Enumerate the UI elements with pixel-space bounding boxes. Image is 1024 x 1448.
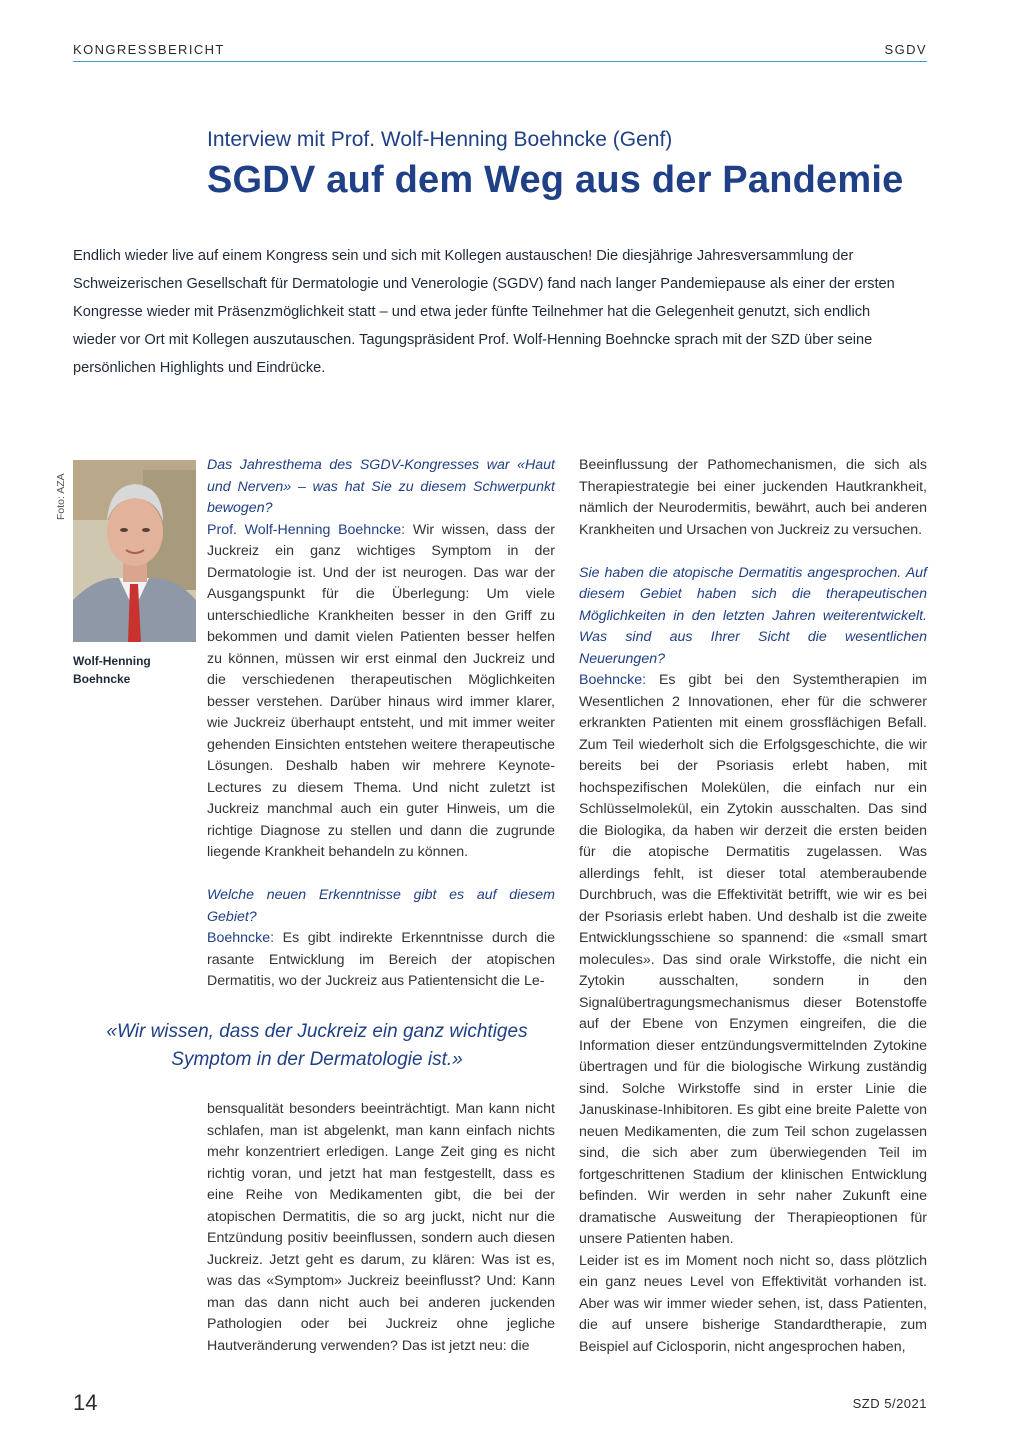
- answer-text: bensqualität besonders beeinträchtigt. Man kann nicht schlafen, man ist abgelenkt, man kann einfach nichts mehr konzentriert erledigen. Lange Zeit ging es nicht richtig voran, und jetzt hat man festgestellt, dass es eine Reihe von Medikamenten gibt, die bei der atopischen Dermatitis, die so arg juckt, nicht nur die Entzündung positiv beeinflussen, sondern auch diesen Juckreiz. Jetzt geht es darum, zu klären: Was ist es, was das «Symptom» Juckreiz beeinflusst? Und: Kann man das dann nicht auch bei anderen juckenden Pathologien oder bei Juckreiz ohne jegliche Hautveränderung verwenden? Das ist jetzt neu: die: [207, 1101, 555, 1354]
- interview-question: Das Jahresthema des SGDV-Kongresses war «Haut und Nerven» – was hat Sie zu diesem Schwerpunkt bewogen?: [207, 457, 555, 516]
- society-label: SGDV: [884, 42, 927, 57]
- running-header: [73, 40, 927, 62]
- photo-credit: Foto: AZA: [55, 473, 67, 520]
- photo-caption: Wolf-Henning Boehncke: [73, 654, 151, 686]
- article-column-middle-bottom: [207, 1099, 555, 1357]
- article-subtitle: Interview mit Prof. Wolf-Henning Boehncke (Genf): [207, 128, 673, 151]
- pull-quote: «Wir wissen, dass der Juckreiz ein ganz wichtiges Symptom in der Dermatologie ist.»: [106, 1021, 528, 1070]
- answer-text: Es gibt indirekte Erkenntnisse durch die rasante Entwicklung im Bereich der atopischen Dermatitis, wo der Juckreiz aus Patientensicht die Le-: [207, 930, 555, 989]
- speaker-label: Prof. Wolf-Henning Boehncke:: [207, 521, 406, 538]
- interview-answer: [207, 520, 555, 864]
- article-title: SGDV auf dem Weg aus der Pandemie: [207, 159, 904, 201]
- section-label: KONGRESSBERICHT: [73, 42, 225, 57]
- page-number: 14: [73, 1390, 98, 1415]
- speaker-label: Boehncke:: [207, 930, 275, 946]
- answer-text: Es gibt bei den Systemtherapien im Wesentlichen 2 Innovationen, eher für die schwerer erkrankten Patienten mit einem grossflächigen Befall. Zum Teil wiederholt sich die Erfolgsgeschichte, die wir bereits bei der Psoriasis erlebt haben, mit hochspezifischen Molekülen, die einfach nur ein Schlüsselmolekül, ein Zytokin ausschalten. Das sind die Biologika, da haben wir derzeit die ersten beiden für die atopische Dermatitis zugelassen. Was allerdings fehlt, ist dieser total atemberaubende Durchbruch, was die Effektivität betrifft, wie wir es bei der Psoriasis erlebt haben. Und deshalb ist die zweite Entwicklungsschiene so spannend: die «small smart molecules». Das sind orale Wirkstoffe, die nicht ein Zytokin ausschalten, sondern in den Signalübertragungsmechanismus dieser Botenstoffe auf der Ebene von Enzymen eingreifen, die die Information dieser entzündungsvermittelnden Zytokine übertragen und für die biologische Wirkung zuständig sind. Solche Wirkstoffe sind in erster Linie die Januskinase-Inhibitoren. Es gibt eine breite Palette von neuen Medikamenten, die zum Teil schon zugelassen sind, die sich aber zum überwiegenden Teil im fortgeschrittenen Stadium der klinischen Entwicklung befinden. Wir werden in sehr naher Zukunft eine dramatische Ausweitung der Therapieoptionen für unsere Patienten haben.: [579, 672, 927, 1247]
- speaker-label: Boehncke:: [579, 672, 647, 688]
- article-column-middle-top: [207, 455, 555, 993]
- answer-text: Leider ist es im Moment noch nicht so, dass plötzlich ein ganz neues Level von Effektivität vorhanden ist. Aber was wir immer wieder sehen, ist, dass Patienten, die auf unsere bisherige Standardtherapie, zum Beispiel auf Ciclosporin, nicht angesprochen haben,: [579, 1252, 927, 1355]
- interview-question: Welche neuen Erkenntnisse gibt es auf diesem Gebiet?: [207, 887, 555, 925]
- interview-answer: [579, 670, 927, 1251]
- answer-text: Wir wissen, dass der Juckreiz ein ganz wichtiges Symptom in der Dermatologie ist. Und der ist neurogen. Das war der Ausgangspunkt für die Überlegung: Um viele unterschiedliche Krankheiten besser in den Griff zu bekommen und damit vielen Patienten besser helfen zu können, müssen wir erst einmal den Juckreiz und die verschiedenen therapeutischen Möglichkeiten besser verstehen. Darüber hinaus wird immer klarer, wie Juckreiz überhaupt entsteht, und mit immer weiter gehenden Einsichten entstehen weitere therapeutische Lösungen. Deshalb haben wir mehrere Keynote-Lectures zu diesem Thema. Und nicht zuletzt ist Juckreiz manchmal auch ein guter Hinweis, um die richtige Diagnose zu stellen und dann die zugrunde liegende Krankheit behandeln zu können.: [207, 521, 555, 860]
- portrait-illustration: [73, 460, 196, 642]
- article-column-right: [579, 455, 927, 1358]
- interview-question: Sie haben die atopische Dermatitis angesprochen. Auf diesem Gebiet haben sich die therapeutischen Möglichkeiten in den letzten Jahren weiterentwickelt. Was sind aus Ihrer Sicht die wesentlichen Neuerungen?: [579, 564, 927, 667]
- portrait-photo: [73, 460, 196, 642]
- issue-label: SZD 5/2021: [852, 1396, 927, 1411]
- article-lead: Endlich wieder live auf einem Kongress sein und sich mit Kollegen austauschen! Die diesjährige Jahresversammlung der Schweizerischen Gesellschaft für Dermatologie und Venerologie (SGDV) fand nach langer Pandemiepause als einer der ersten Kongresse wieder mit Präsenzmöglichkeit statt – und etwa jeder fünfte Teilnehmer hat die Gelegenheit genutzt, sich endlich wieder vor Ort mit Kollegen auszutauschen. Tagungspräsident Prof. Wolf-Henning Boehncke sprach mit der SZD über seine persönlichen Highlights und Eindrücke.: [73, 248, 895, 376]
- interview-answer: [207, 928, 555, 993]
- answer-text: Beeinflussung der Pathomechanismen, die sich als Therapiestrategie bei einer juckenden Hautkrankheit, nämlich der Neurodermitis, bewährt, auch bei anderen Krankheiten und Ursachen von Juckreiz zu versuchen.: [579, 457, 927, 538]
